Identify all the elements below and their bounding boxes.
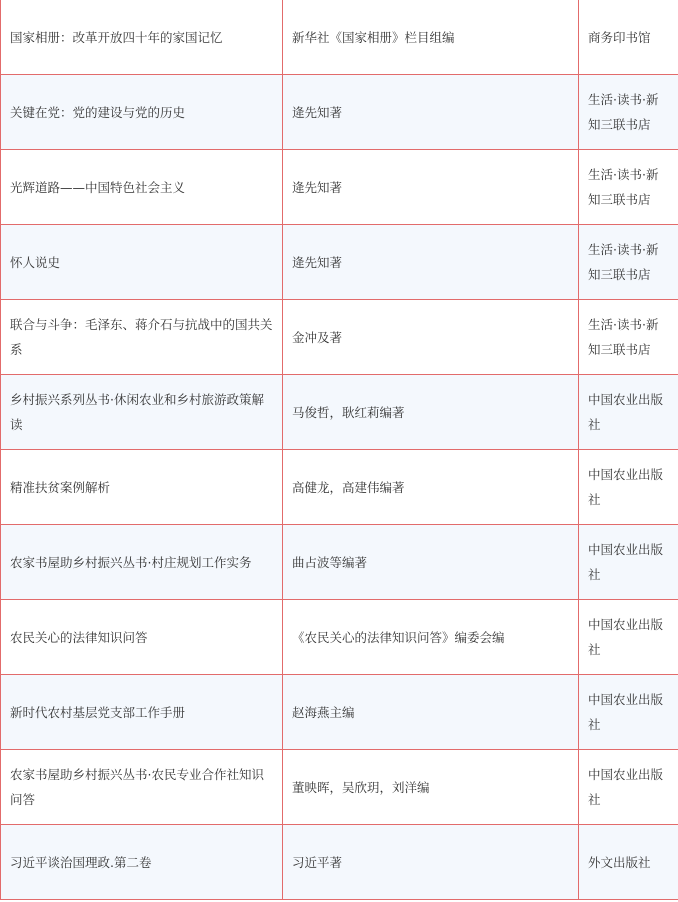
book-publisher-cell: 生活·读书·新知三联书店 [579,75,678,150]
book-title-cell: 农家书屋助乡村振兴丛书·村庄规划工作实务 [1,525,283,600]
book-author-cell: 赵海燕主编 [283,675,579,750]
table-row [1,375,678,450]
table-row [1,0,678,75]
book-publisher-cell: 中国农业出版社 [579,525,678,600]
book-title-cell: 精准扶贫案例解析 [1,450,283,525]
table-row [1,300,678,375]
book-author-cell: 《农民关心的法律知识问答》编委会编 [283,600,579,675]
book-publisher-cell: 中国农业出版社 [579,600,678,675]
book-title-cell: 新时代农村基层党支部工作手册 [1,675,283,750]
table-row [1,525,678,600]
table-row [1,750,678,825]
book-author-cell: 习近平著 [283,825,579,900]
book-publisher-cell: 中国农业出版社 [579,750,678,825]
book-table-body [1,0,678,900]
book-author-cell: 新华社《国家相册》栏目组编 [283,0,579,75]
book-title-cell: 怀人说史 [1,225,283,300]
book-publisher-cell: 商务印书馆 [579,0,678,75]
book-title-cell: 国家相册：改革开放四十年的家国记忆 [1,0,283,75]
book-title-cell: 农民关心的法律知识问答 [1,600,283,675]
book-publisher-cell: 生活·读书·新知三联书店 [579,225,678,300]
book-author-cell: 董映晖，吴欣玥，刘洋编 [283,750,579,825]
book-publisher-cell: 中国农业出版社 [579,375,678,450]
book-title-cell: 光辉道路——中国特色社会主义 [1,150,283,225]
book-publisher-cell: 中国农业出版社 [579,450,678,525]
book-publisher-cell: 生活·读书·新知三联书店 [579,300,678,375]
book-publisher-cell: 外文出版社 [579,825,678,900]
book-title-cell: 关键在党：党的建设与党的历史 [1,75,283,150]
table-row [1,600,678,675]
book-title-cell: 农家书屋助乡村振兴丛书·农民专业合作社知识问答 [1,750,283,825]
book-publisher-cell: 中国农业出版社 [579,675,678,750]
book-author-cell: 逄先知著 [283,150,579,225]
table-row [1,675,678,750]
book-title-cell: 乡村振兴系列丛书·休闲农业和乡村旅游政策解读 [1,375,283,450]
table-row [1,825,678,900]
book-author-cell: 金冲及著 [283,300,579,375]
book-title-cell: 联合与斗争：毛泽东、蒋介石与抗战中的国共关系 [1,300,283,375]
book-title-cell: 习近平谈治国理政.第二卷 [1,825,283,900]
book-author-cell: 逄先知著 [283,225,579,300]
table-row [1,75,678,150]
book-author-cell: 高健龙，高建伟编著 [283,450,579,525]
table-row [1,150,678,225]
table-row [1,225,678,300]
book-publisher-cell: 生活·读书·新知三联书店 [579,150,678,225]
book-author-cell: 曲占波等编著 [283,525,579,600]
table-row [1,450,678,525]
book-author-cell: 逄先知著 [283,75,579,150]
book-author-cell: 马俊哲，耿红莉编著 [283,375,579,450]
